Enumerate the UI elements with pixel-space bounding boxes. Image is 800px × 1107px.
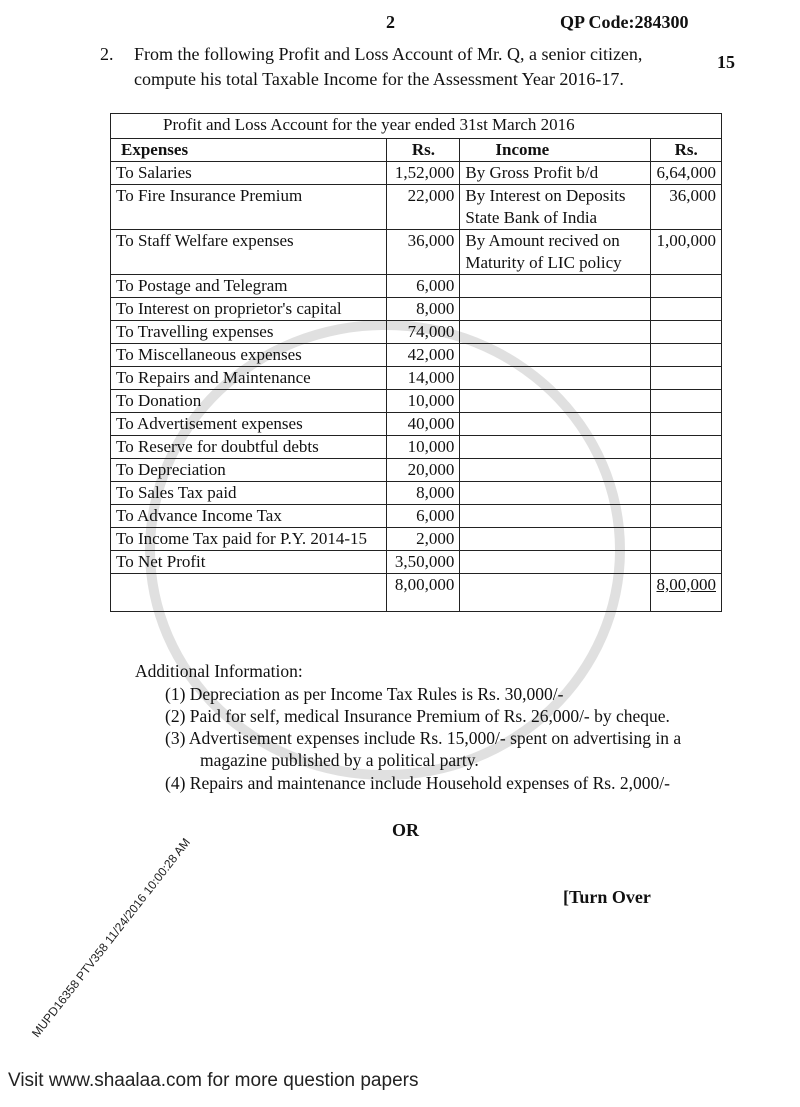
income-label bbox=[460, 298, 651, 321]
expense-amount: 6,000 bbox=[387, 275, 460, 298]
expense-amount: 2,000 bbox=[387, 528, 460, 551]
income-amount: 6,64,000 bbox=[651, 162, 722, 185]
expense-label: To Net Profit bbox=[111, 551, 387, 574]
income-amount bbox=[651, 482, 722, 505]
income-amount bbox=[651, 367, 722, 390]
profit-loss-table bbox=[110, 113, 722, 612]
header-income: Income bbox=[460, 139, 651, 162]
total-expenses: 8,00,000 bbox=[387, 574, 460, 612]
additional-item: magazine published by a political party. bbox=[200, 750, 479, 770]
table-row bbox=[111, 185, 722, 230]
expense-label: To Miscellaneous expenses bbox=[111, 344, 387, 367]
qp-code: QP Code:284300 bbox=[560, 12, 689, 32]
expense-amount: 3,50,000 bbox=[387, 551, 460, 574]
income-label bbox=[460, 505, 651, 528]
expense-amount: 42,000 bbox=[387, 344, 460, 367]
table-row bbox=[111, 162, 722, 185]
expense-label: To Sales Tax paid bbox=[111, 482, 387, 505]
expense-amount: 40,000 bbox=[387, 413, 460, 436]
income-label bbox=[460, 321, 651, 344]
additional-item: (2) Paid for self, medical Insurance Premium of Rs. 26,000/- by cheque. bbox=[165, 706, 670, 726]
table-row bbox=[111, 459, 722, 482]
or-separator: OR bbox=[392, 820, 419, 840]
income-label bbox=[460, 459, 651, 482]
expense-label: To Advance Income Tax bbox=[111, 505, 387, 528]
income-amount bbox=[651, 459, 722, 482]
income-label: By Amount recived on Maturity of LIC policy bbox=[460, 230, 651, 275]
income-label bbox=[460, 436, 651, 459]
expense-label: To Income Tax paid for P.Y. 2014-15 bbox=[111, 528, 387, 551]
additional-item: (1) Depreciation as per Income Tax Rules is Rs. 30,000/- bbox=[165, 684, 564, 704]
table-row bbox=[111, 528, 722, 551]
total-income: 8,00,000 bbox=[651, 574, 722, 612]
income-amount bbox=[651, 321, 722, 344]
page-number: 2 bbox=[386, 12, 395, 32]
expense-amount: 22,000 bbox=[387, 185, 460, 230]
table-row bbox=[111, 390, 722, 413]
expense-amount: 10,000 bbox=[387, 436, 460, 459]
income-label: By Interest on Deposits State Bank of India bbox=[460, 185, 651, 230]
question-number: 2. bbox=[100, 44, 114, 64]
expense-amount: 1,52,000 bbox=[387, 162, 460, 185]
expense-label: To Advertisement expenses bbox=[111, 413, 387, 436]
income-label bbox=[460, 551, 651, 574]
turn-over: [Turn Over bbox=[563, 887, 651, 907]
header-expenses: Expenses bbox=[111, 139, 387, 162]
expense-label: To Salaries bbox=[111, 162, 387, 185]
table-row bbox=[111, 482, 722, 505]
table-row bbox=[111, 230, 722, 275]
question-line-1: From the following Profit and Loss Account of Mr. Q, a senior citizen, bbox=[134, 44, 643, 64]
expense-amount: 36,000 bbox=[387, 230, 460, 275]
income-amount bbox=[651, 505, 722, 528]
footer-link[interactable]: Visit www.shaalaa.com for more question papers bbox=[8, 1070, 419, 1091]
expense-label: To Travelling expenses bbox=[111, 321, 387, 344]
income-amount bbox=[651, 390, 722, 413]
expense-label: To Reserve for doubtful debts bbox=[111, 436, 387, 459]
table-row bbox=[111, 436, 722, 459]
income-label bbox=[460, 390, 651, 413]
income-label bbox=[460, 413, 651, 436]
total-label bbox=[111, 574, 387, 612]
table-row bbox=[111, 275, 722, 298]
question-line-2: compute his total Taxable Income for the Assessment Year 2016-17. bbox=[134, 69, 624, 89]
income-amount bbox=[651, 436, 722, 459]
table-row bbox=[111, 298, 722, 321]
table-row bbox=[111, 413, 722, 436]
expense-amount: 8,000 bbox=[387, 298, 460, 321]
income-label bbox=[460, 528, 651, 551]
income-amount: 1,00,000 bbox=[651, 230, 722, 275]
expense-label: To Staff Welfare expenses bbox=[111, 230, 387, 275]
header-rs: Rs. bbox=[651, 139, 722, 162]
income-amount bbox=[651, 528, 722, 551]
expense-label: To Postage and Telegram bbox=[111, 275, 387, 298]
header-rs: Rs. bbox=[387, 139, 460, 162]
question-marks: 15 bbox=[717, 52, 735, 72]
table-row bbox=[111, 367, 722, 390]
income-label bbox=[460, 482, 651, 505]
expense-amount: 20,000 bbox=[387, 459, 460, 482]
additional-item: (4) Repairs and maintenance include Household expenses of Rs. 2,000/- bbox=[165, 773, 670, 793]
expense-label: To Interest on proprietor's capital bbox=[111, 298, 387, 321]
income-amount bbox=[651, 551, 722, 574]
expense-label: To Repairs and Maintenance bbox=[111, 367, 387, 390]
additional-heading: Additional Information: bbox=[135, 661, 303, 681]
expense-label: To Fire Insurance Premium bbox=[111, 185, 387, 230]
income-label bbox=[460, 344, 651, 367]
income-label: By Gross Profit b/d bbox=[460, 162, 651, 185]
income-label bbox=[460, 367, 651, 390]
table-row bbox=[111, 505, 722, 528]
income-amount bbox=[651, 413, 722, 436]
expense-amount: 10,000 bbox=[387, 390, 460, 413]
table-row bbox=[111, 321, 722, 344]
table-row bbox=[111, 344, 722, 367]
income-label bbox=[460, 275, 651, 298]
expense-amount: 14,000 bbox=[387, 367, 460, 390]
income-amount bbox=[651, 275, 722, 298]
income-amount: 36,000 bbox=[651, 185, 722, 230]
income-amount bbox=[651, 298, 722, 321]
expense-amount: 6,000 bbox=[387, 505, 460, 528]
expense-amount: 8,000 bbox=[387, 482, 460, 505]
income-amount bbox=[651, 344, 722, 367]
table-title: Profit and Loss Account for the year ended 31st March 2016 bbox=[111, 114, 722, 139]
expense-label: To Donation bbox=[111, 390, 387, 413]
expense-amount: 74,000 bbox=[387, 321, 460, 344]
table-row bbox=[111, 551, 722, 574]
stamp-text: MUPD16358 PTV358 11/24/2016 10:00:28 AM bbox=[28, 835, 194, 1040]
expense-label: To Depreciation bbox=[111, 459, 387, 482]
additional-item: (3) Advertisement expenses include Rs. 15,000/- spent on advertising in a bbox=[165, 728, 682, 748]
